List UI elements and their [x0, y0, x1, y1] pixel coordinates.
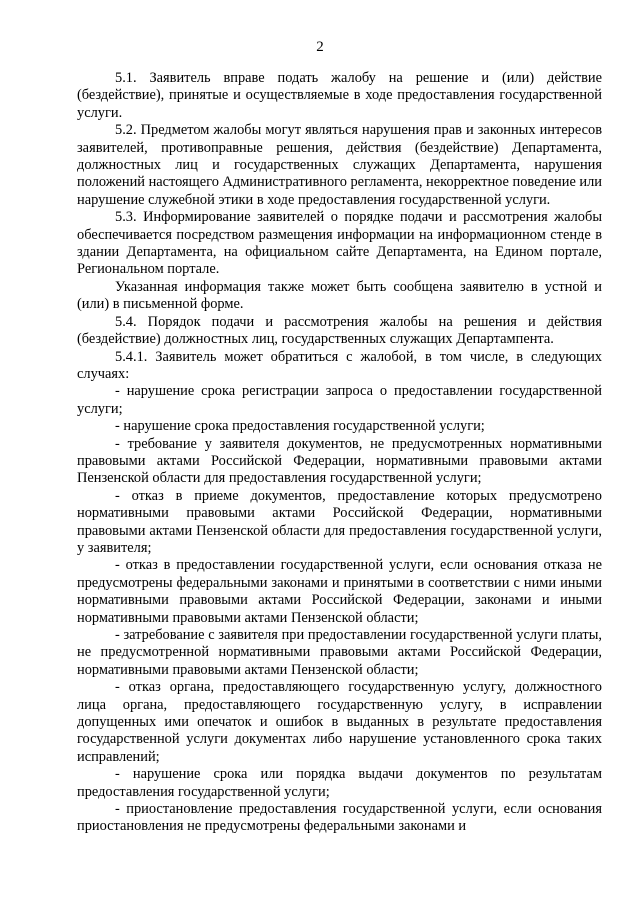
list-item: - отказ в предоставлении государственной услуги, если основания отказа не предусмотрены федеральными законами и принятыми в соответствии с ними иными нормативными правовыми актами Российской Федерации, законами и иными нормативными правовыми актами Пензенской области; [77, 557, 602, 626]
list-item: - нарушение срока регистрации запроса о предоставлении государственной услуги; [77, 383, 602, 417]
list-item: - приостановление предоставления государственной услуги, если основания приостановления не предусмотрены федеральными законами и [77, 801, 602, 835]
list-item: - затребование с заявителя при предоставлении государственной услуги платы, не предусмотренной нормативными правовыми актами Российской Федерации, нормативными правовыми актами Пензенской области; [77, 627, 602, 678]
list-item: - отказ органа, предоставляющего государственную услугу, должностного лица органа, предоставляющего государственную услугу, в исправлении допущенных ими опечаток и ошибок в выданных в результате предоставления государственной услуги документах либо нарушение установленного срока таких исправлений; [77, 679, 602, 765]
list-item: - нарушение срока или порядка выдачи документов по результатам предоставления государственной услуги; [77, 766, 602, 800]
list-item: - отказ в приеме документов, предоставление которых предусмотрено нормативными правовыми актами Российской Федерации, нормативными правовыми актами Пензенской области для предоставления государственной услуги, у заявителя; [77, 487, 602, 556]
paragraph-5-4: 5.4. Порядок подачи и рассмотрения жалобы на решения и действия (бездействие) должностных лиц, государственных служащих Департампента. [77, 313, 602, 348]
document-body [77, 70, 602, 836]
paragraph-5-3: 5.3. Информирование заявителей о порядке подачи и рассмотрения жалобы обеспечивается посредством размещения информации на информационном стенде в здании Департамента, на официальном сайте Департамента, на Едином портале, Региональном портале. [77, 209, 602, 278]
list-item: - нарушение срока предоставления государственной услуги; [115, 418, 485, 435]
list-item: - требование у заявителя документов, не предусмотренных нормативными правовыми актами Российской Федерации, нормативными правовыми актами Пензенской области для предоставления государственной услуги; [77, 435, 602, 487]
paragraph-info-note: Указанная информация также может быть сообщена заявителю в устной и (или) в письменной форме. [77, 278, 602, 313]
paragraph-5-4-1: 5.4.1. Заявитель может обратиться с жалобой, в том числе, в следующих случаях: [77, 348, 602, 382]
paragraph-5-1: 5.1. Заявитель вправе подать жалобу на решение и (или) действие (бездействие), принятые и осуществляемые в ходе предоставления государственной услуги. [77, 70, 602, 121]
paragraph-5-2: 5.2. Предметом жалобы могут являться нарушения прав и законных интересов заявителей, противоправные решения, действия (бездействие) Департамента, должностных лиц и государственных служащих Департамента, нарушения положений настоящего Административного регламента, некорректное поведение или нарушение служебной этики в ходе предоставления государственной услуги. [77, 122, 603, 208]
page-number: 2 [316, 39, 324, 55]
